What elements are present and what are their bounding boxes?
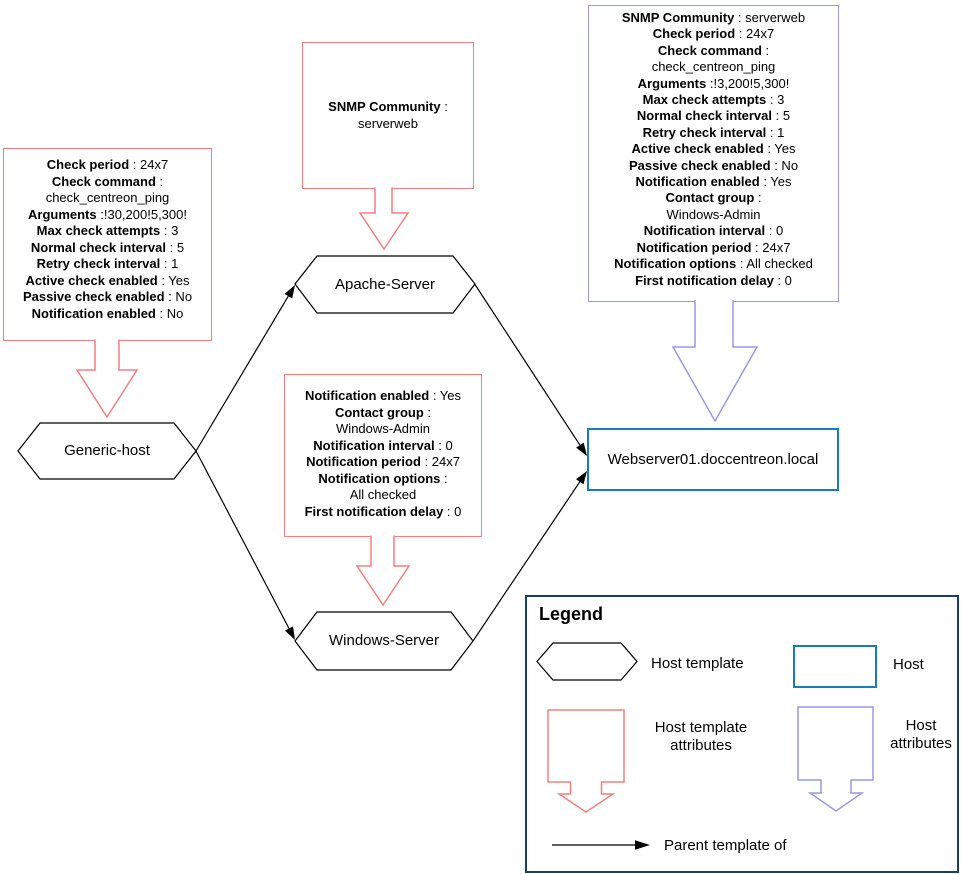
attribute-value: : No <box>770 157 799 173</box>
parent-arrow-generic-to-apache <box>196 296 288 451</box>
attribute-value: : 5 <box>166 239 185 255</box>
attribute-label: Notification enabled <box>635 174 760 190</box>
host-template-attributes-arrow-windows <box>357 536 409 606</box>
attribute-label: SNMP Community <box>621 10 735 25</box>
parent-arrow-apache-to-webserver <box>475 285 580 446</box>
attribute-label: SNMP Community <box>328 99 441 114</box>
attribute-label: Normal check interval <box>30 239 167 255</box>
attribute-value: : Yes <box>759 174 792 190</box>
attribute-label: Normal check interval <box>636 108 773 124</box>
attribute-value: : <box>754 190 762 206</box>
attribute-value: serverweb <box>358 115 418 131</box>
attribute-value: All checked <box>349 487 417 502</box>
attribute-label: Retry check interval <box>642 124 767 140</box>
parent-arrow-generic-to-windows <box>196 451 289 629</box>
attribute-value: : 5 <box>772 108 791 124</box>
host-template-label-generic-host: Generic-host <box>64 442 150 459</box>
attribute-label: Passive check enabled <box>22 289 165 304</box>
attribute-value: : serverweb <box>734 10 806 25</box>
legend-host-template-attributes-arrow <box>548 710 624 812</box>
attribute-label: Retry check interval <box>36 256 161 271</box>
attribute-label: Max check attempts <box>36 223 161 238</box>
host-node-label: Webserver01.doccentreon.local <box>607 451 819 468</box>
attribute-value: : 0 <box>434 437 453 453</box>
legend-label-host-attributes: Host attributes <box>890 717 952 752</box>
attribute-label: First notification delay <box>304 503 444 519</box>
attribute-value: : 1 <box>766 124 785 140</box>
attribute-label: Passive check enabled <box>628 157 771 173</box>
host-attributes-arrow-webserver <box>673 300 757 421</box>
attribute-label: Contact group <box>665 190 755 206</box>
attribute-value: : No <box>155 305 184 321</box>
attribute-label: Notification enabled <box>304 388 430 403</box>
attribute-value: : 0 <box>765 223 784 239</box>
legend-host-template-hexagon <box>537 643 637 680</box>
attribute-value: : 0 <box>773 272 792 288</box>
attribute-value: : 24x7 <box>129 157 169 172</box>
attribute-value: :!3,200!5,300! <box>706 75 790 91</box>
legend-label-host-template-attributes: Host template attributes <box>654 719 748 754</box>
attribute-label: First notification delay <box>635 272 774 288</box>
attribute-value: Windows-Admin <box>666 206 761 222</box>
legend-parent-template-arrowhead <box>635 840 650 849</box>
attribute-value: : <box>761 42 770 58</box>
attribute-value: : 24x7 <box>751 239 791 255</box>
attribute-label: Notification interval <box>313 437 435 453</box>
host-template-attributes-arrow-generic <box>77 340 137 418</box>
attribute-label: Check command <box>657 42 762 58</box>
attribute-label: Notification options <box>614 256 737 272</box>
attribute-value: : <box>423 404 432 420</box>
legend-label-host-template: Host template <box>651 655 744 672</box>
parent-arrowhead-windows-to-webserver <box>576 471 587 484</box>
attribute-value: : 24x7 <box>420 454 460 469</box>
attribute-value: : 3 <box>766 92 785 108</box>
attribute-label: Notification period <box>636 239 752 255</box>
attribute-value: : Yes <box>157 272 190 288</box>
attribute-value: :!30,200!5,300! <box>96 206 187 222</box>
attribute-value: : Yes <box>763 141 796 157</box>
attribute-value: : <box>440 470 448 486</box>
attribute-label: Contact group <box>334 404 424 420</box>
host-template-label-windows-server: Windows-Server <box>328 632 440 649</box>
attribute-value: : <box>440 99 448 114</box>
attribute-label: Arguments <box>637 75 707 91</box>
parent-arrowhead-generic-to-windows <box>285 626 295 640</box>
legend-label-parent-template-of: Parent template of <box>664 837 787 854</box>
attribute-label: Max check attempts <box>642 92 767 108</box>
attribute-label: Check command <box>51 173 156 189</box>
attribute-value: : No <box>164 289 193 304</box>
legend-label-host: Host <box>893 656 924 673</box>
attribute-value: : 24x7 <box>735 26 775 42</box>
attribute-value: : 0 <box>443 503 462 519</box>
attribute-label: Arguments <box>28 206 97 222</box>
attribute-value: check_centreon_ping <box>651 59 776 75</box>
attribute-value: Windows-Admin <box>336 421 430 436</box>
parent-arrowhead-generic-to-apache <box>285 285 296 299</box>
host-template-attributes-arrow-apache <box>360 188 408 250</box>
parent-arrow-windows-to-webserver <box>473 482 580 641</box>
attribute-label: Active check enabled <box>25 272 158 288</box>
legend-host-attributes-arrow <box>798 707 873 811</box>
attribute-label: Notification options <box>318 470 441 486</box>
attribute-value: check_centreon_ping <box>45 190 170 205</box>
attribute-value: : All checked <box>736 256 813 272</box>
host-template-label-apache-server: Apache-Server <box>334 276 436 293</box>
attribute-value: : 1 <box>160 256 179 271</box>
attribute-label: Notification enabled <box>31 305 156 321</box>
attribute-label: Check period <box>652 26 736 42</box>
attribute-value: : Yes <box>429 388 462 403</box>
attribute-label: Check period <box>46 157 130 172</box>
attribute-label: Notification period <box>306 454 421 469</box>
attribute-value: : 3 <box>160 223 179 238</box>
legend-title: Legend <box>539 604 604 624</box>
attribute-label: Notification interval <box>643 223 766 239</box>
attribute-label: Active check enabled <box>631 141 764 157</box>
attribute-value: : <box>155 173 164 189</box>
parent-arrowhead-apache-to-webserver <box>576 443 587 456</box>
